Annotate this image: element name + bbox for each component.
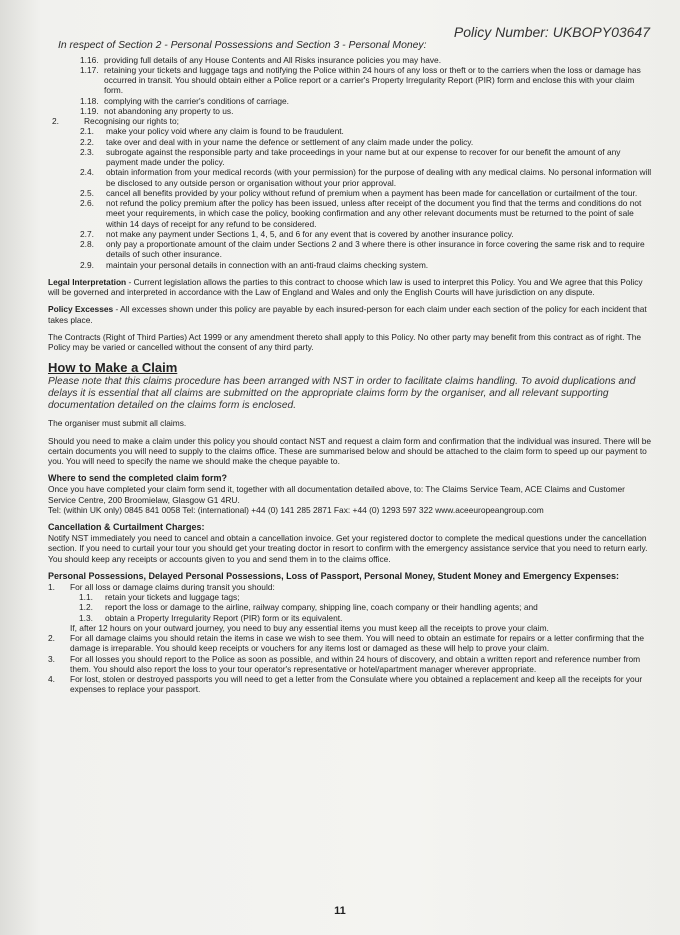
list-item: 1.18. complying with the carrier's conditions of carriage.: [80, 95, 289, 106]
where-to-send-paragraph: Once you have completed your claim form send it, together with all documentation detailed above, to: The Claims Service Team, ACE Claims and Customer Service Centre, 200 Broomielaw, Glasgow G1 4RU.: [48, 484, 625, 505]
organiser-paragraph: The organiser must submit all claims.: [48, 418, 187, 429]
list-item: 2.6. not refund the policy premium after the policy has been issued, unless after receipt of the document you find that the terms and conditions do not meet your requirements, in which case the policy, booking confirmation and any other relevant documents must be returned to the point of sale within 14 days of receipt for any refund to be considered.: [80, 198, 642, 229]
list-item: 4. For lost, stolen or destroyed passports you will need to get a letter from the Consulate where you obtained a replacement and keep all the receipts for your expenses to replace your passport.: [48, 674, 643, 695]
list-item: 2.5. cancel all benefits provided by your policy without refund of premium when a payment has been made for cancellation or curtailment of the tour.: [80, 187, 638, 198]
list-item: 1.1. retain your tickets and luggage tags;: [79, 592, 240, 603]
list-item: 1. For all loss or damage claims during transit you should:: [48, 581, 275, 592]
list-item: 1.17. retaining your tickets and luggage tags and notifying the Police within 24 hours of any loss or theft or to the carriers when the loss or damage has occurred in transit. You should obtain either a Police report or a carrier's Property Irregularity Report (PIR) form and enclose this with your claim form.: [80, 64, 641, 96]
list-item: 2. For all damage claims you should retain the items in case we wish to see them. You will need to obtain an estimate for repairs or a letter confirming that the damage is irreparable. You should keep receipts or vouchers for any items lost or damaged as these will help to prove your claim.: [48, 633, 644, 654]
contact-numbers: Tel: (within UK only) 0845 841 0058 Tel: (international) +44 (0) 141 285 2871 Fax: +44 (0) 1293 597 322 www.aceeuropeangroup.com: [48, 504, 544, 515]
possessions-heading: Personal Possessions, Delayed Personal Possessions, Loss of Passport, Personal Money, Student Money and Emergency Expenses:: [48, 570, 620, 581]
rights-list: [80, 126, 652, 270]
section-intro: In respect of Section 2 - Personal Possessions and Section 3 - Personal Money:: [58, 40, 427, 51]
list-item: 1.2. report the loss or damage to the airline, railway company, shipping line, coach company or their handling agents; and: [79, 602, 538, 613]
legal-interpretation: Legal Interpretation - Current legislation allows the parties to this contract to choose which law is used to interpret this Policy. You and We agree that this Policy will be governed and interpreted in accordance with the Law of England and Wales and only the English Courts will have jurisdiction on any dispute.: [48, 276, 643, 298]
document-body: [48, 40, 652, 695]
claim-lead-paragraph: Please note that this claims procedure has been arranged with NST in order to facilitate claims handling. To avoid duplications and delays it is essential that all claims are submitted on the appropriate claims form by the organiser, and all relevant supporting documentation detailed on the claims form is enclosed.: [48, 376, 636, 411]
obligations-list: [80, 55, 652, 117]
essential-items-note: If, after 12 hours on your outward journey, you need to buy any essential items you must keep all the receipts to prove your claim.: [70, 622, 549, 633]
possessions-sublist: [79, 592, 652, 623]
third-parties-paragraph: The Contracts (Right of Third Parties) Act 1999 or any amendment thereto shall apply to this Policy. No other party may benefit from this contract as of right. The Policy may be varied or cancelled without the consent of any third party.: [48, 331, 642, 353]
list-item: 2.7. not make any payment under Sections 1, 4, 5, and 6 for any event that is covered by another insurance policy.: [80, 228, 514, 239]
list-item: 2.2. take over and deal with in your name the defence or settlement of any claim made under the policy.: [80, 136, 474, 147]
list-item: 2.4. obtain information from your medical records (with your permission) for the purpose of dealing with any medical claims. No personal information will be disclosed to any outside person or organisation without your prior approval.: [80, 167, 652, 188]
list-item: 2.8. only pay a proportionate amount of the claim under Sections 2 and 3 where there is other insurance in force covering the same risk and to require details of such other insurance.: [80, 239, 645, 260]
policy-number: Policy Number: UKBOPY03647: [453, 24, 650, 40]
list-item: 1.19. not abandoning any property to us.: [80, 105, 234, 116]
cancellation-heading: Cancellation & Curtailment Charges:: [48, 522, 205, 533]
where-to-send-heading: Where to send the completed claim form?: [48, 473, 228, 484]
claim-heading: How to Make a Claim: [48, 360, 178, 376]
contact-paragraph: Should you need to make a claim under this policy you should contact NST and request a claim form and confirmation that the individual was insured. There will be certain documents you will need to supply to the claims office. These are summarised below and should be attached to the claim form to speed up our payment to you. You will need to specify the name we should make the cheque payable to.: [48, 435, 652, 467]
page-number: 11: [334, 905, 346, 917]
list-item: 2.9. maintain your personal details in connection with an anti-fraud claims checking system.: [80, 259, 429, 270]
list-item: 1.16. providing full details of any House Contents and All Risks insurance policies you may have.: [80, 54, 442, 65]
list-item: 2.1. make your policy void where any claim is found to be fraudulent.: [80, 126, 344, 137]
policy-excesses: Policy Excesses - All excesses shown under this policy are payable by each insured-person for each claim under each section of the policy for each incident that takes place.: [48, 304, 647, 325]
cancellation-paragraph: Notify NST immediately you need to cancel and obtain a cancellation invoice. Get your registered doctor to complete the medical questions under the cancellation section. If you need to curtail your tour you should get your treating doctor in resort to confirm with the emergency assistance service that you need to return early. You should keep any receipts or accounts given to you and send them in to the claims office.: [48, 533, 648, 564]
list-item: 2.3. subrogate against the responsible party and take proceedings in your name but at our expense to recover for our benefit the amount of any payment made under the policy.: [80, 146, 621, 168]
rights-heading: 2. Recognising our rights to;: [52, 116, 179, 127]
list-item: 1.3. obtain a Property Irregularity Report (PIR) form or its equivalent.: [79, 612, 343, 623]
list-item: 3. For all losses you should report to the Police as soon as possible, and within 24 hours of discovery, and obtain a written report and reference number from them. You should also report the loss to your tour operator's representative or hotel/apartment manager wherever appropriate.: [48, 653, 641, 674]
